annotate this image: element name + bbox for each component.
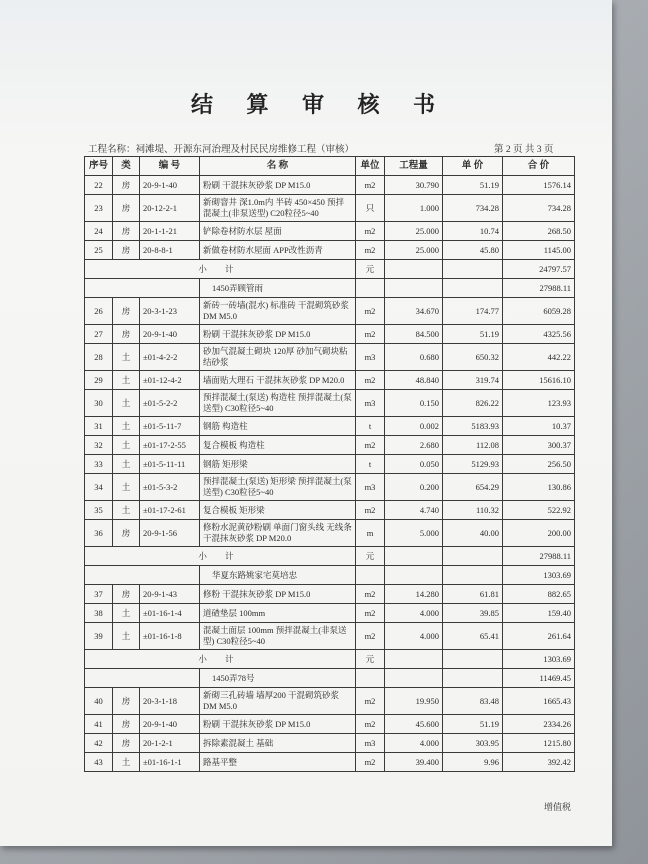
- row-code: ±01-5-11-11: [140, 455, 200, 474]
- subtotal-amount: 24797.57: [503, 260, 575, 279]
- row-category: 房: [113, 688, 140, 715]
- row-unit-price: 826.22: [443, 390, 503, 417]
- table-row: [85, 222, 575, 241]
- row-amount: 392.42: [503, 753, 575, 772]
- row-quantity: 1.000: [385, 195, 443, 222]
- row-quantity: 19.950: [385, 688, 443, 715]
- row-amount: 261.64: [503, 623, 575, 650]
- subtotal-label: 小 计: [85, 650, 356, 669]
- empty-cell: [443, 650, 503, 669]
- project-name: 工程名称：祠滩堤、开源东河治理及村民民房维修工程（审核）: [88, 145, 355, 155]
- table-row: [85, 436, 575, 455]
- row-amount: 2334.26: [503, 715, 575, 734]
- row-category: 房: [113, 298, 140, 325]
- row-name: 粉刷 干混抹灰砂浆 DP M15.0: [200, 325, 356, 344]
- row-quantity: 34.670: [385, 298, 443, 325]
- row-number: 28: [85, 344, 113, 371]
- row-unit: m2: [356, 241, 385, 260]
- row-code: ±01-16-1-1: [140, 753, 200, 772]
- empty-cell: [385, 669, 443, 688]
- row-unit: m2: [356, 604, 385, 623]
- row-unit-price: 51.19: [443, 325, 503, 344]
- row-unit: 只: [356, 195, 385, 222]
- row-name: 新砌三孔砖墙 墙厚200 干混砌筑砂浆 DM M5.0: [200, 688, 356, 715]
- empty-cell: [443, 279, 503, 298]
- row-category: 房: [113, 715, 140, 734]
- row-quantity: 39.400: [385, 753, 443, 772]
- row-code: 20-1-1-21: [140, 222, 200, 241]
- row-unit: m3: [356, 390, 385, 417]
- table-header-row: [85, 157, 575, 176]
- table-row: [85, 344, 575, 371]
- row-name: 钢筋 矩形梁: [200, 455, 356, 474]
- row-category: 房: [113, 520, 140, 547]
- table-row: [85, 195, 575, 222]
- row-category: 房: [113, 585, 140, 604]
- table-row: [85, 501, 575, 520]
- empty-cell: [443, 669, 503, 688]
- row-unit-price: 112.08: [443, 436, 503, 455]
- subtotal-unit: 元: [356, 260, 385, 279]
- row-category: 土: [113, 417, 140, 436]
- empty-cell: [356, 279, 385, 298]
- row-unit: m3: [356, 474, 385, 501]
- row-number: 36: [85, 520, 113, 547]
- row-unit: m2: [356, 436, 385, 455]
- row-name: 新砖一砖墙(混水) 标准砖 干混砌筑砂浆 DM M5.0: [200, 298, 356, 325]
- row-number: 31: [85, 417, 113, 436]
- empty-cell: [385, 650, 443, 669]
- row-unit: m2: [356, 222, 385, 241]
- row-code: ±01-17-2-55: [140, 436, 200, 455]
- header-quantity: 工程量: [385, 157, 443, 176]
- row-amount: 123.93: [503, 390, 575, 417]
- row-amount: 200.00: [503, 520, 575, 547]
- row-code: 20-9-1-43: [140, 585, 200, 604]
- row-number: 24: [85, 222, 113, 241]
- row-category: 土: [113, 436, 140, 455]
- row-category: 房: [113, 222, 140, 241]
- empty-cell: [356, 566, 385, 585]
- row-unit: m2: [356, 298, 385, 325]
- row-number: 26: [85, 298, 113, 325]
- row-quantity: 0.150: [385, 390, 443, 417]
- row-amount: 1145.00: [503, 241, 575, 260]
- row-unit-price: 40.00: [443, 520, 503, 547]
- row-name: 复合模板 矩形梁: [200, 501, 356, 520]
- settlement-table: [84, 156, 575, 772]
- empty-cell: [385, 260, 443, 279]
- row-amount: 159.40: [503, 604, 575, 623]
- subtotal-label: 小 计: [85, 547, 356, 566]
- table-row: [85, 753, 575, 772]
- row-quantity: 84.500: [385, 325, 443, 344]
- subtotal-amount: 27988.11: [503, 547, 575, 566]
- row-name: 铲除卷材防水层 屋面: [200, 222, 356, 241]
- row-amount: 882.65: [503, 585, 575, 604]
- row-number: 25: [85, 241, 113, 260]
- row-quantity: 48.840: [385, 371, 443, 390]
- row-unit: m2: [356, 585, 385, 604]
- row-number: 39: [85, 623, 113, 650]
- row-unit: m3: [356, 344, 385, 371]
- group-title: 1450弄78号: [200, 669, 356, 688]
- row-quantity: 2.680: [385, 436, 443, 455]
- table-row: [85, 298, 575, 325]
- row-name: 道碴垫层 100mm: [200, 604, 356, 623]
- row-number: 43: [85, 753, 113, 772]
- empty-cell: [385, 566, 443, 585]
- empty-cell: [85, 669, 200, 688]
- document-title: 结 算 审 核 书: [190, 92, 449, 117]
- subtotal-amount: 1303.69: [503, 650, 575, 669]
- row-category: 房: [113, 241, 140, 260]
- group-header-row: [85, 566, 575, 585]
- row-quantity: 5.000: [385, 520, 443, 547]
- row-unit-price: 39.85: [443, 604, 503, 623]
- row-name: 混凝土面层 100mm 预拌混凝土(非泵送型) C30粒径5~40: [200, 623, 356, 650]
- table-row: [85, 715, 575, 734]
- row-code: ±01-17-2-61: [140, 501, 200, 520]
- row-unit: m2: [356, 325, 385, 344]
- row-category: 土: [113, 623, 140, 650]
- header-category: 类: [113, 157, 140, 176]
- row-number: 23: [85, 195, 113, 222]
- row-code: ±01-5-2-2: [140, 390, 200, 417]
- row-amount: 1665.43: [503, 688, 575, 715]
- row-unit-price: 654.29: [443, 474, 503, 501]
- row-number: 33: [85, 455, 113, 474]
- row-name: 粉刷 干混抹灰砂浆 DP M15.0: [200, 715, 356, 734]
- row-quantity: 30.790: [385, 176, 443, 195]
- header-amount: 合 价: [503, 157, 575, 176]
- row-unit-price: 174.77: [443, 298, 503, 325]
- subtotal-row: [85, 260, 575, 279]
- row-amount: 1215.80: [503, 734, 575, 753]
- row-quantity: 25.000: [385, 241, 443, 260]
- row-unit-price: 51.19: [443, 715, 503, 734]
- group-header-row: [85, 669, 575, 688]
- row-unit: m2: [356, 176, 385, 195]
- row-code: 20-3-1-18: [140, 688, 200, 715]
- row-unit-price: 319.74: [443, 371, 503, 390]
- row-amount: 15616.10: [503, 371, 575, 390]
- row-quantity: 4.740: [385, 501, 443, 520]
- table-row: [85, 417, 575, 436]
- row-number: 32: [85, 436, 113, 455]
- row-category: 土: [113, 455, 140, 474]
- group-title: 1450弄顾管雨: [200, 279, 356, 298]
- row-quantity: 4.000: [385, 734, 443, 753]
- table-body: [85, 176, 575, 772]
- row-name: 复合模板 构造柱: [200, 436, 356, 455]
- row-unit-price: 734.28: [443, 195, 503, 222]
- row-category: 土: [113, 371, 140, 390]
- row-amount: 268.50: [503, 222, 575, 241]
- row-name: 钢筋 构造柱: [200, 417, 356, 436]
- row-number: 37: [85, 585, 113, 604]
- subtotal-row: [85, 547, 575, 566]
- group-title: 华夏东路姚家宅莫培忠: [200, 566, 356, 585]
- row-unit-price: 65.41: [443, 623, 503, 650]
- row-unit: m2: [356, 753, 385, 772]
- row-quantity: 0.680: [385, 344, 443, 371]
- subtotal-row: [85, 650, 575, 669]
- row-unit-price: 303.95: [443, 734, 503, 753]
- row-code: ±01-5-3-2: [140, 474, 200, 501]
- header-unit: 单位: [356, 157, 385, 176]
- row-amount: 256.50: [503, 455, 575, 474]
- group-amount: 1303.69: [503, 566, 575, 585]
- row-unit-price: 5183.93: [443, 417, 503, 436]
- table-row: [85, 604, 575, 623]
- table-row: [85, 241, 575, 260]
- row-category: 土: [113, 474, 140, 501]
- row-code: 20-8-8-1: [140, 241, 200, 260]
- row-quantity: 0.002: [385, 417, 443, 436]
- row-code: 20-1-2-1: [140, 734, 200, 753]
- table-row: [85, 585, 575, 604]
- row-amount: 4325.56: [503, 325, 575, 344]
- row-name: 粉刷 干混抹灰砂浆 DP M15.0: [200, 176, 356, 195]
- row-unit: m: [356, 520, 385, 547]
- row-number: 29: [85, 371, 113, 390]
- header-number: 序号: [85, 157, 113, 176]
- row-category: 房: [113, 325, 140, 344]
- table-row: [85, 688, 575, 715]
- empty-cell: [385, 547, 443, 566]
- row-number: 27: [85, 325, 113, 344]
- table-row: [85, 623, 575, 650]
- row-unit-price: 650.32: [443, 344, 503, 371]
- row-code: ±01-4-2-2: [140, 344, 200, 371]
- row-category: 土: [113, 604, 140, 623]
- table-row: [85, 734, 575, 753]
- row-quantity: 14.280: [385, 585, 443, 604]
- row-name: 墙面贴大理石 干混抹灰砂浆 DP M20.0: [200, 371, 356, 390]
- row-unit-price: 9.96: [443, 753, 503, 772]
- row-category: 土: [113, 390, 140, 417]
- row-name: 预拌混凝土(泵送) 矩形梁 预拌混凝土(泵送型) C30粒径5~40: [200, 474, 356, 501]
- row-number: 38: [85, 604, 113, 623]
- empty-cell: [443, 260, 503, 279]
- row-number: 22: [85, 176, 113, 195]
- row-unit: m2: [356, 715, 385, 734]
- table-row: [85, 371, 575, 390]
- row-amount: 130.86: [503, 474, 575, 501]
- row-quantity: 45.600: [385, 715, 443, 734]
- row-unit: m2: [356, 371, 385, 390]
- table-row: [85, 520, 575, 547]
- header-code: 编 号: [140, 157, 200, 176]
- row-unit: m2: [356, 501, 385, 520]
- row-code: 20-9-1-40: [140, 715, 200, 734]
- table-row: [85, 176, 575, 195]
- row-code: 20-9-1-40: [140, 325, 200, 344]
- subtotal-unit: 元: [356, 547, 385, 566]
- row-quantity: 4.000: [385, 604, 443, 623]
- row-name: 新做卷材防水屋面 APP改性沥青: [200, 241, 356, 260]
- row-amount: 1576.14: [503, 176, 575, 195]
- row-amount: 734.28: [503, 195, 575, 222]
- row-quantity: 0.050: [385, 455, 443, 474]
- row-code: 20-9-1-56: [140, 520, 200, 547]
- row-name: 新砌窨井 深1.0m内 半砖 450×450 预拌混凝土(非泵送型) C20粒径5~40: [200, 195, 356, 222]
- row-unit-price: 10.74: [443, 222, 503, 241]
- empty-cell: [85, 566, 200, 585]
- header-unit-price: 单 价: [443, 157, 503, 176]
- empty-cell: [356, 669, 385, 688]
- row-amount: 10.37: [503, 417, 575, 436]
- page-number: 第 2 页 共 3 页: [494, 145, 554, 155]
- row-code: ±01-5-11-7: [140, 417, 200, 436]
- header-name: 名 称: [200, 157, 356, 176]
- row-number: 34: [85, 474, 113, 501]
- subtotal-label: 小 计: [85, 260, 356, 279]
- row-unit-price: 83.48: [443, 688, 503, 715]
- row-name: 拆除素混凝土 基础: [200, 734, 356, 753]
- row-code: ±01-16-1-4: [140, 604, 200, 623]
- row-code: 20-9-1-40: [140, 176, 200, 195]
- row-amount: 300.37: [503, 436, 575, 455]
- row-code: ±01-16-1-8: [140, 623, 200, 650]
- row-unit-price: 45.80: [443, 241, 503, 260]
- table-row: [85, 325, 575, 344]
- group-amount: 11469.45: [503, 669, 575, 688]
- row-number: 41: [85, 715, 113, 734]
- group-header-row: [85, 279, 575, 298]
- row-code: ±01-12-4-2: [140, 371, 200, 390]
- table-row: [85, 390, 575, 417]
- row-amount: 522.92: [503, 501, 575, 520]
- row-name: 修粉水泥黄砂粉刷 单面门窗头线 无线条 干混抹灰砂浆 DP M20.0: [200, 520, 356, 547]
- subtotal-unit: 元: [356, 650, 385, 669]
- row-category: 土: [113, 344, 140, 371]
- row-category: 土: [113, 753, 140, 772]
- row-category: 房: [113, 176, 140, 195]
- row-category: 房: [113, 195, 140, 222]
- empty-cell: [85, 279, 200, 298]
- row-unit: m2: [356, 688, 385, 715]
- row-quantity: 4.000: [385, 623, 443, 650]
- row-number: 30: [85, 390, 113, 417]
- empty-cell: [385, 279, 443, 298]
- row-code: 20-12-2-1: [140, 195, 200, 222]
- row-unit: t: [356, 417, 385, 436]
- row-name: 预拌混凝土(泵送) 构造柱 预拌混凝土(泵送型) C30粒径5~40: [200, 390, 356, 417]
- row-name: 砂加气混凝土砌块 120厚 砂加气砌块粘结砂浆: [200, 344, 356, 371]
- row-amount: 442.22: [503, 344, 575, 371]
- table-row: [85, 455, 575, 474]
- row-unit-price: 110.32: [443, 501, 503, 520]
- row-quantity: 25.000: [385, 222, 443, 241]
- row-number: 35: [85, 501, 113, 520]
- row-unit: m3: [356, 734, 385, 753]
- row-unit-price: 51.19: [443, 176, 503, 195]
- row-quantity: 0.200: [385, 474, 443, 501]
- row-name: 修粉 干混抹灰砂浆 DP M15.0: [200, 585, 356, 604]
- footer-note: 增值税: [544, 802, 572, 812]
- row-unit: m2: [356, 623, 385, 650]
- row-code: 20-3-1-23: [140, 298, 200, 325]
- row-name: 路基平整: [200, 753, 356, 772]
- row-number: 42: [85, 734, 113, 753]
- empty-cell: [443, 547, 503, 566]
- row-unit-price: 5129.93: [443, 455, 503, 474]
- row-unit-price: 61.81: [443, 585, 503, 604]
- group-amount: 27988.11: [503, 279, 575, 298]
- row-category: 土: [113, 501, 140, 520]
- empty-cell: [443, 566, 503, 585]
- row-category: 房: [113, 734, 140, 753]
- row-unit: t: [356, 455, 385, 474]
- row-amount: 6059.28: [503, 298, 575, 325]
- table-row: [85, 474, 575, 501]
- row-number: 40: [85, 688, 113, 715]
